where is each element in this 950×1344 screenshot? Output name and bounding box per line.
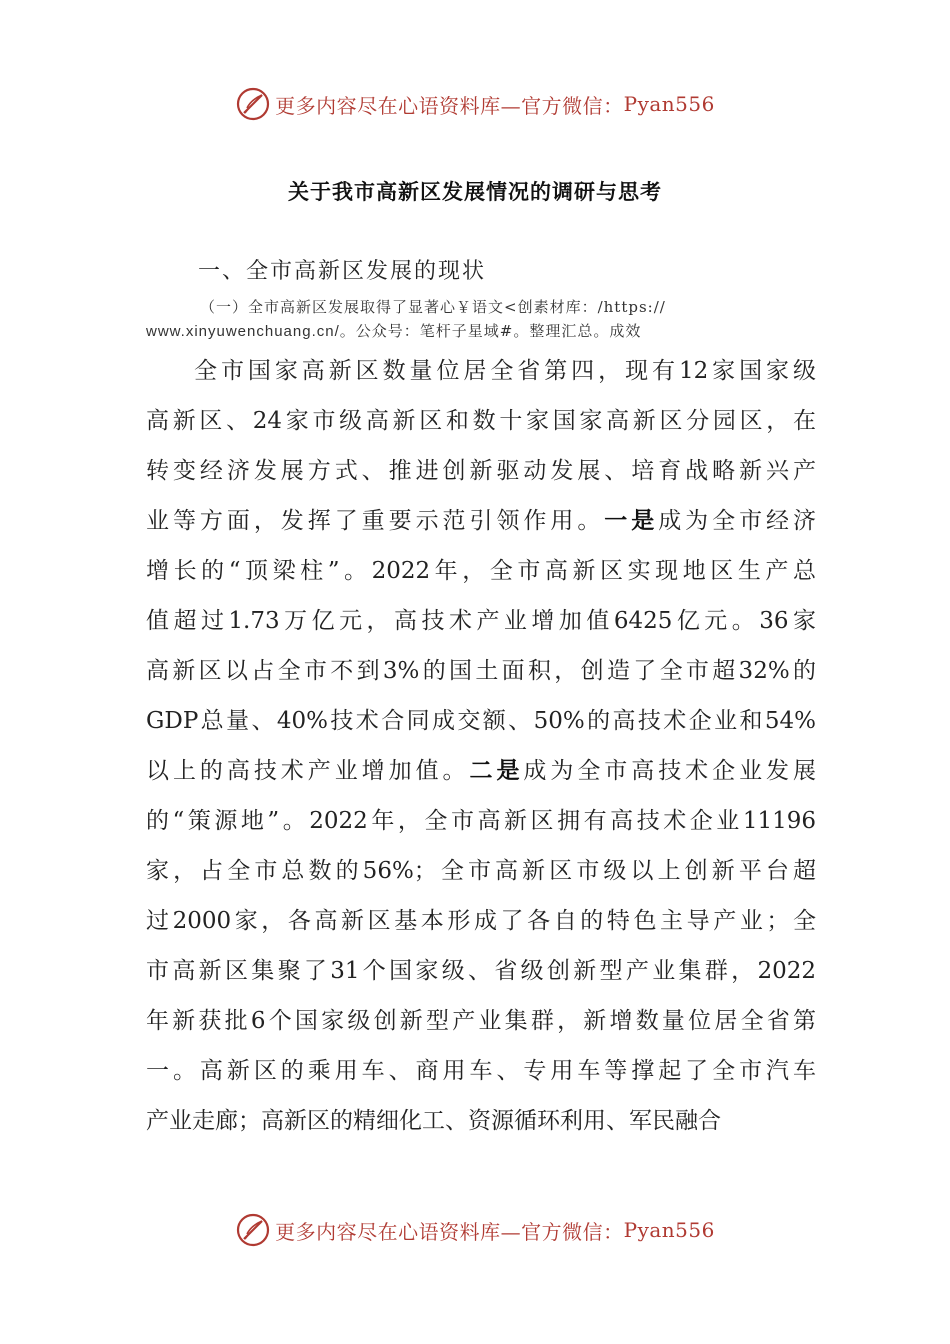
body-text: 成为全市经济 [658,508,817,534]
body-line: 值超过1.73万亿元，高技术产业增加值6425亿元。36家 [146,608,816,634]
document-title: 关于我市高新区发展情况的调研与思考 [288,179,662,204]
subheading-text-rest: 。公众号：笔杆子星域#。整理汇总。成效 [339,322,642,340]
body-line: 高新区、24家市级高新区和数十家国家高新区分园区，在 [146,408,816,434]
body-line: 全市国家高新区数量位居全省第四，现有12家国家级 [194,358,816,384]
header-banner [0,82,950,126]
body-line: 家，占全市总数的56%；全市高新区市级以上创新平台超 [146,858,816,884]
body-line: GDP总量、40%技术合同成交额、50%的高技术企业和54% [146,708,816,734]
subheading-url: www.xinyuwenchuang.cn/ [146,323,340,340]
body-line: 市高新区集聚了31个国家级、省级创新型产业集群，2022 [146,958,816,984]
banner-text: 更多内容尽在心语资料库—官方微信： [275,1219,624,1244]
subheading-line1 [200,296,666,317]
body-text: 成为全市高技术企业发展 [523,758,817,784]
body-line: 转变经济发展方式、推进创新驱动发展、培育战略新兴产 [146,458,816,484]
emphasis-first: 一是 [604,507,659,534]
body-line: 过2000家，各高新区基本形成了各自的特色主导产业；全 [146,908,816,934]
subheading-line2 [146,320,641,341]
emphasis-second: 二是 [469,757,524,784]
body-line: 一。高新区的乘用车、商用车、专用车等撑起了全市汽车 [146,1058,816,1084]
subheading-text: （一）全市高新区发展取得了显著心￥语文<创素材库：/https:// [200,298,666,316]
body-line [146,746,816,796]
body-line: 的“策源地”。2022年，全市高新区拥有高技术企业11196 [146,808,816,834]
section-heading: 一、全市高新区发展的现状 [198,259,487,284]
quill-logo-icon [235,1212,271,1248]
body-paragraph [146,346,816,1146]
footer-banner [0,1208,950,1252]
banner-wechat-id: Pyan556 [623,1218,715,1242]
banner-wechat-id: Pyan556 [623,92,715,116]
body-line [146,496,816,546]
body-line: 高新区以占全市不到3%的国土面积，创造了全市超32%的 [146,658,816,684]
body-line: 增长的“顶梁柱”。2022年，全市高新区实现地区生产总 [146,558,816,584]
body-text: 业等方面，发挥了重要示范引领作用。 [146,508,605,534]
body-line: 产业走廊；高新区的精细化工、资源循环利用、军民融合 [146,1108,721,1134]
quill-logo-icon [235,86,271,122]
banner-text: 更多内容尽在心语资料库—官方微信： [275,93,624,118]
body-line: 年新获批6个国家级创新型产业集群，新增数量位居全省第 [146,1008,816,1034]
body-text: 以上的高技术产业增加值。 [146,758,470,784]
